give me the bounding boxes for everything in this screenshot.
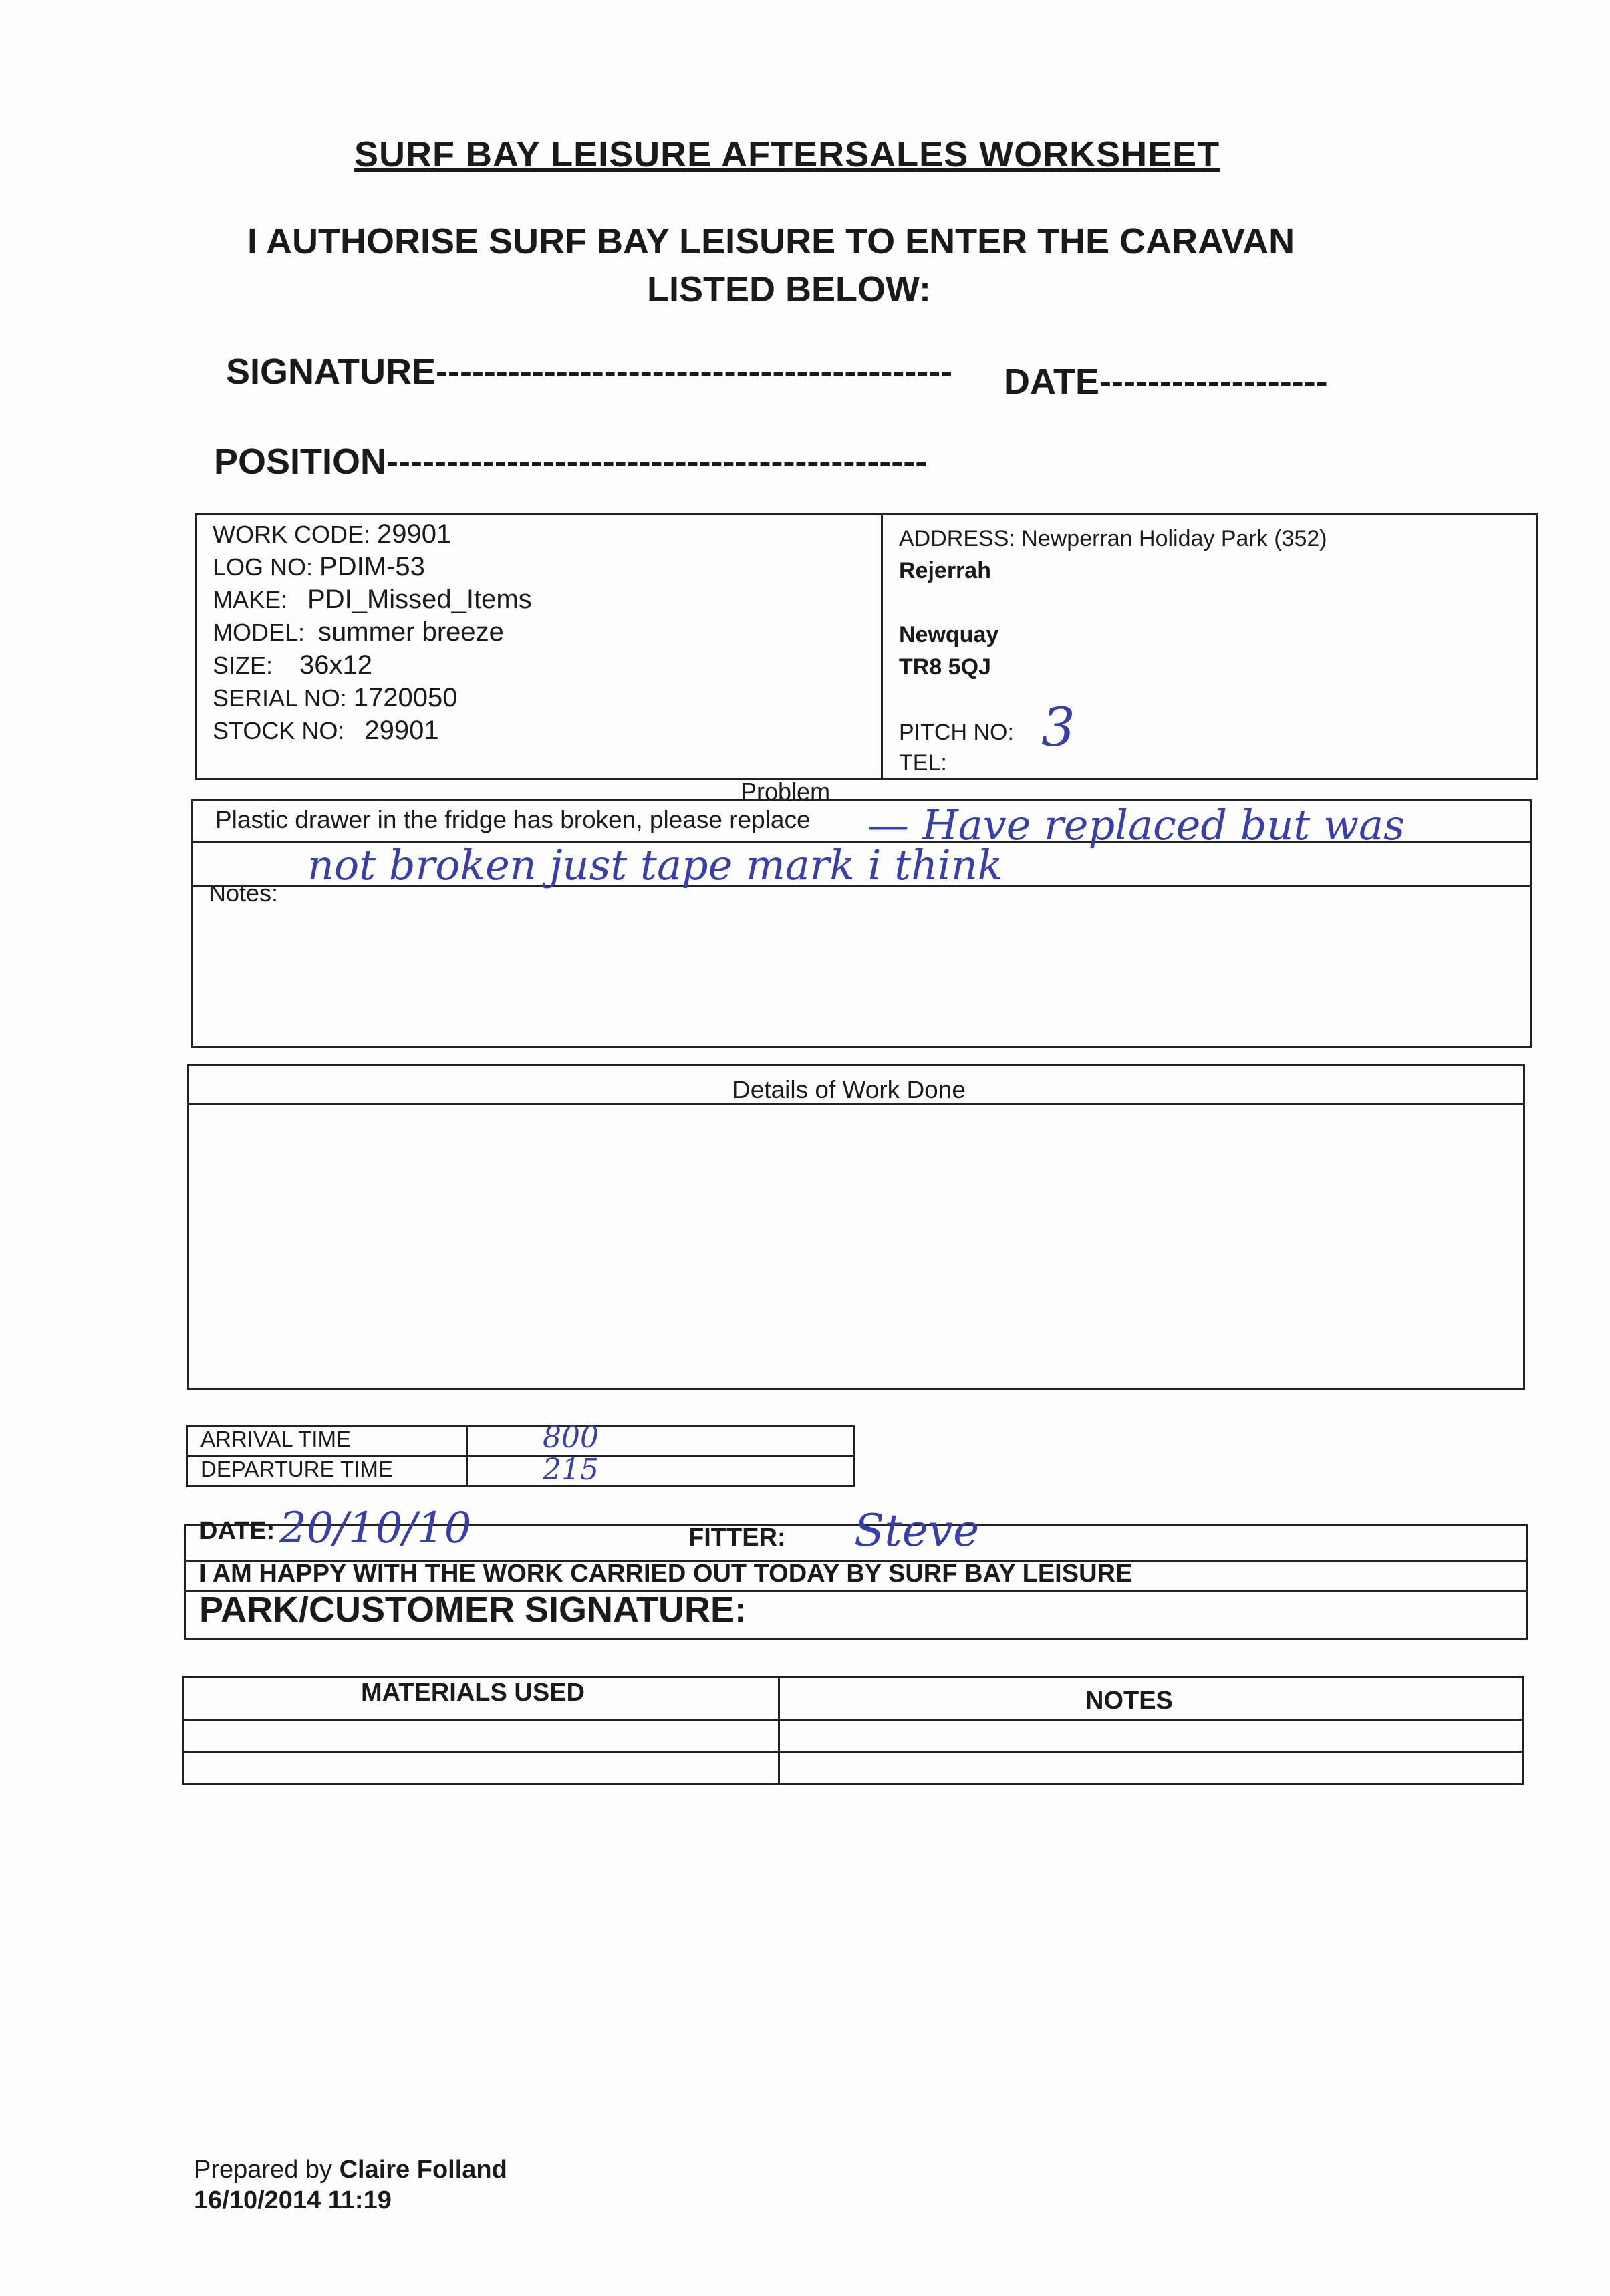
materials-row-divider <box>183 1751 1522 1753</box>
work-done-box <box>187 1064 1525 1390</box>
vehicle-details <box>213 518 532 747</box>
satisfaction-statement: I AM HAPPY WITH THE WORK CARRIED OUT TODAY BY SURF BAY LEISURE <box>199 1560 1133 1588</box>
fitter-name: Steve <box>854 1505 980 1556</box>
departure-time-value: 215 <box>543 1453 599 1487</box>
date-field-label: DATE------------------- <box>1004 362 1328 402</box>
model-row: MODEL: summer breeze <box>213 617 504 647</box>
pitch-no-label: PITCH NO: <box>899 720 1014 745</box>
signoff-date-value: 20/10/10 <box>279 1503 472 1553</box>
materials-header-divider <box>183 1719 1522 1721</box>
address-block <box>899 523 1327 683</box>
arrival-time-value: 800 <box>543 1421 599 1455</box>
materials-notes-header: NOTES <box>1085 1687 1173 1715</box>
make-row: MAKE: PDI_Missed_Items <box>213 585 532 614</box>
signature-field-label: SIGNATURE------------------------------------------- <box>226 351 953 392</box>
materials-used-header: MATERIALS USED <box>361 1679 585 1707</box>
details-divider <box>881 515 883 779</box>
address-line-2: Newquay <box>899 622 999 648</box>
stock-no-row: STOCK NO: 29901 <box>213 716 439 745</box>
work-done-heading: Details of Work Done <box>732 1076 966 1103</box>
problem-heading: Problem <box>741 778 831 805</box>
prepared-by: Prepared by Claire Folland <box>194 2156 507 2184</box>
page-title: SURF BAY LEISURE AFTERSALES WORKSHEET <box>354 134 1220 174</box>
authorisation-line-1: I AUTHORISE SURF BAY LEISURE TO ENTER THE CARAVAN <box>247 221 1295 261</box>
arrival-time-label: ARRIVAL TIME <box>200 1427 351 1451</box>
serial-no-row: SERIAL NO: 1720050 <box>213 683 458 712</box>
notes-label: Notes: <box>209 879 279 907</box>
address-postcode: TR8 5QJ <box>899 654 991 680</box>
problem-handwritten-note-1: — Have replaced but was <box>867 801 1405 849</box>
problem-handwritten-note-2: not broken just tape mark i think <box>307 841 1003 889</box>
prepared-by-name: Claire Folland <box>339 2156 507 2184</box>
customer-signature-label: PARK/CUSTOMER SIGNATURE: <box>199 1590 747 1630</box>
departure-time-label: DEPARTURE TIME <box>200 1457 393 1481</box>
times-col-divider <box>466 1426 468 1486</box>
prepared-timestamp: 16/10/2014 11:19 <box>194 2186 392 2214</box>
signoff-date-label: DATE: <box>199 1517 275 1545</box>
materials-col-divider <box>778 1677 780 1784</box>
work-code-row: WORK CODE: 29901 <box>213 519 452 549</box>
tel-label: TEL: <box>899 750 947 776</box>
problem-text: Plastic drawer in the fridge has broken, please replace <box>215 806 811 833</box>
size-row: SIZE: 36x12 <box>213 650 373 680</box>
log-no-row: LOG NO: PDIM-53 <box>213 552 425 581</box>
pitch-no-value: 3 <box>1041 696 1075 758</box>
address-line-1: Rejerrah <box>899 558 991 583</box>
fitter-label: FITTER: <box>688 1524 786 1552</box>
position-field-label: POSITION--------------------------------------------- <box>214 442 928 482</box>
authorisation-line-2: LISTED BELOW: <box>647 269 931 309</box>
address-park-row: ADDRESS: Newperran Holiday Park (352) <box>899 526 1327 551</box>
